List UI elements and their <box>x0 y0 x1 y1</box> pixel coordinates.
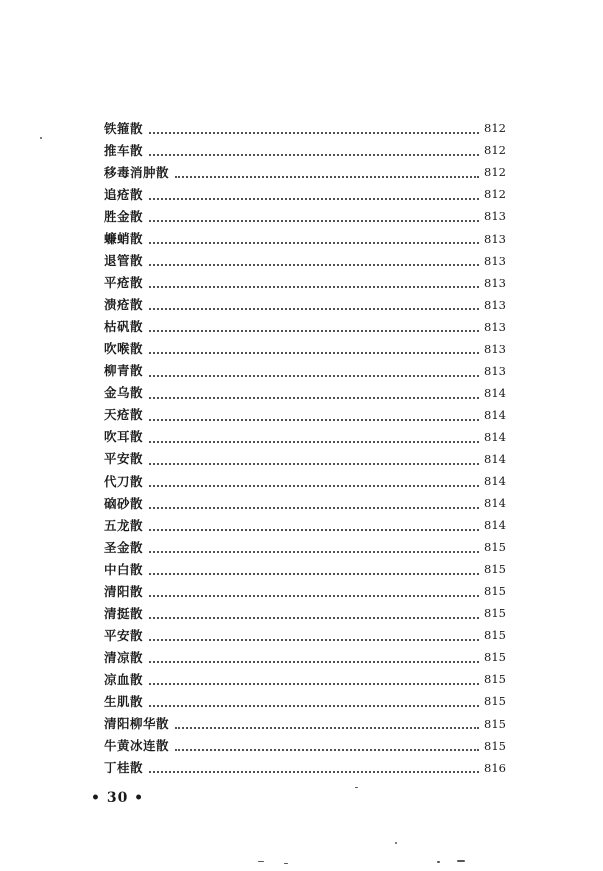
toc-dot-leader <box>149 188 479 200</box>
toc-entry-page: 814 <box>484 474 506 489</box>
toc-dot-leader <box>149 431 479 443</box>
toc-entry-page: 814 <box>484 407 506 422</box>
toc-entry-page: 814 <box>484 496 506 511</box>
toc-dot-leader <box>149 276 479 288</box>
toc-dot-leader <box>149 695 479 707</box>
toc-dot-leader <box>149 497 479 509</box>
toc-entry-title: 枯矾散 <box>104 319 144 335</box>
toc-entry-title: 胜金散 <box>104 208 144 224</box>
scan-speck <box>284 863 288 864</box>
toc-entry <box>104 625 506 647</box>
toc-entry <box>104 603 506 625</box>
toc-entry-page: 815 <box>484 716 506 731</box>
toc-dot-leader <box>175 166 479 178</box>
toc-entry-title: 平疮散 <box>104 275 144 291</box>
toc-entry-page: 815 <box>484 562 506 577</box>
toc-entry <box>104 272 506 294</box>
toc-entry <box>104 515 506 537</box>
toc-entry <box>104 713 506 735</box>
toc-entry-page: 815 <box>484 694 506 709</box>
toc-entry-page: 815 <box>484 650 506 665</box>
toc-entry-page: 812 <box>484 165 506 180</box>
toc-entry-title: 移毒消肿散 <box>104 164 170 180</box>
toc-entry-page: 813 <box>484 297 506 312</box>
toc-entry-title: 凉血散 <box>104 671 144 687</box>
toc-dot-leader <box>149 122 479 134</box>
toc-entry-page: 812 <box>484 121 506 136</box>
toc-entry-page: 815 <box>484 584 506 599</box>
toc-dot-leader <box>149 210 479 222</box>
toc-dot-leader <box>149 519 479 531</box>
scan-speck <box>40 137 42 139</box>
toc-entry-title: 代刀散 <box>104 473 144 489</box>
toc-entry <box>104 361 506 383</box>
toc-entry <box>104 140 506 162</box>
toc-dot-leader <box>149 585 479 597</box>
toc-dot-leader <box>149 254 479 266</box>
toc-entry-title: 蠊蛸散 <box>104 231 144 246</box>
toc-entry-page: 816 <box>484 760 506 775</box>
toc-entry <box>104 559 506 581</box>
toc-entry-page: 813 <box>484 319 506 334</box>
toc-entry-title: 圣金散 <box>104 539 144 555</box>
toc-dot-leader <box>149 629 479 641</box>
toc-dot-leader <box>175 717 479 729</box>
toc-entry <box>104 669 506 691</box>
table-of-contents <box>104 118 506 779</box>
toc-entry-page: 815 <box>484 628 506 643</box>
toc-entry-title: 吹耳散 <box>104 429 144 445</box>
toc-dot-leader <box>149 607 479 619</box>
toc-entry <box>104 316 506 338</box>
toc-entry <box>104 184 506 206</box>
toc-entry <box>104 735 506 757</box>
scan-speck <box>437 861 440 863</box>
toc-dot-leader <box>149 144 479 156</box>
toc-entry-page: 814 <box>484 385 506 400</box>
toc-entry <box>104 118 506 140</box>
scan-speck <box>355 787 358 788</box>
toc-entry-title: 溃疮散 <box>104 297 144 313</box>
toc-entry-page: 813 <box>484 231 506 246</box>
toc-entry <box>104 228 506 250</box>
scan-speck <box>457 860 465 862</box>
toc-entry-page: 813 <box>484 363 506 378</box>
toc-entry-title: 退管散 <box>104 253 144 269</box>
toc-entry-title: 丁桂散 <box>104 760 144 776</box>
toc-entry-title: 硇砂散 <box>104 495 144 511</box>
toc-entry-title: 清阳柳华散 <box>104 716 170 732</box>
toc-entry-title: 柳青散 <box>104 363 144 379</box>
toc-entry <box>104 383 506 405</box>
toc-dot-leader <box>149 563 479 575</box>
toc-entry <box>104 757 506 779</box>
toc-dot-leader <box>149 475 479 487</box>
toc-dot-leader <box>149 320 479 332</box>
toc-dot-leader <box>149 387 479 399</box>
toc-entry <box>104 449 506 471</box>
toc-entry-title: 清阳散 <box>104 583 144 599</box>
toc-entry <box>104 338 506 360</box>
toc-entry <box>104 581 506 603</box>
toc-entry-page: 813 <box>484 253 506 268</box>
toc-entry-title: 平安散 <box>104 627 144 643</box>
toc-entry-title: 推车散 <box>104 142 144 158</box>
toc-entry-page: 814 <box>484 451 506 466</box>
toc-entry <box>104 294 506 316</box>
toc-entry <box>104 206 506 228</box>
toc-dot-leader <box>149 232 479 244</box>
toc-dot-leader <box>149 342 479 354</box>
toc-entry-title: 中白散 <box>104 561 144 577</box>
page-number: • 30 • <box>91 790 145 806</box>
toc-entry <box>104 250 506 272</box>
toc-entry-page: 813 <box>484 275 506 290</box>
toc-entry-title: 清凉散 <box>104 649 144 665</box>
toc-entry <box>104 691 506 713</box>
toc-entry-page: 814 <box>484 518 506 533</box>
toc-entry <box>104 647 506 669</box>
toc-entry-title: 天疮散 <box>104 407 144 423</box>
toc-entry-title: 铁箍散 <box>104 120 144 136</box>
toc-dot-leader <box>149 673 479 685</box>
toc-dot-leader <box>149 651 479 663</box>
toc-dot-leader <box>149 453 479 465</box>
toc-dot-leader <box>149 761 479 773</box>
toc-entry <box>104 471 506 493</box>
toc-entry <box>104 493 506 515</box>
toc-entry-page: 813 <box>484 209 506 224</box>
toc-entry <box>104 162 506 184</box>
toc-entry <box>104 427 506 449</box>
toc-entry-title: 清挺散 <box>104 605 144 621</box>
toc-dot-leader <box>149 541 479 553</box>
toc-entry-title: 追疮散 <box>104 186 144 202</box>
toc-entry-title: 牛黄冰连散 <box>104 738 170 754</box>
toc-entry-page: 814 <box>484 429 506 444</box>
toc-dot-leader <box>149 365 479 377</box>
toc-dot-leader <box>149 298 479 310</box>
toc-entry-page: 815 <box>484 540 506 555</box>
toc-entry-page: 815 <box>484 738 506 753</box>
toc-entry-title: 吹喉散 <box>104 341 144 357</box>
toc-entry-title: 生肌散 <box>104 693 144 709</box>
toc-entry-page: 815 <box>484 606 506 621</box>
scan-speck <box>258 861 264 862</box>
scan-speck <box>395 842 397 844</box>
toc-entry <box>104 405 506 427</box>
toc-entry-page: 812 <box>484 143 506 158</box>
toc-entry-title: 金乌散 <box>104 385 144 401</box>
toc-entry <box>104 537 506 559</box>
toc-dot-leader <box>175 739 479 751</box>
toc-entry-title: 五龙散 <box>104 517 144 533</box>
toc-entry-title: 平安散 <box>104 451 144 467</box>
toc-entry-page: 812 <box>484 187 506 202</box>
toc-dot-leader <box>149 409 479 421</box>
toc-entry-page: 815 <box>484 672 506 687</box>
toc-entry-page: 813 <box>484 341 506 356</box>
